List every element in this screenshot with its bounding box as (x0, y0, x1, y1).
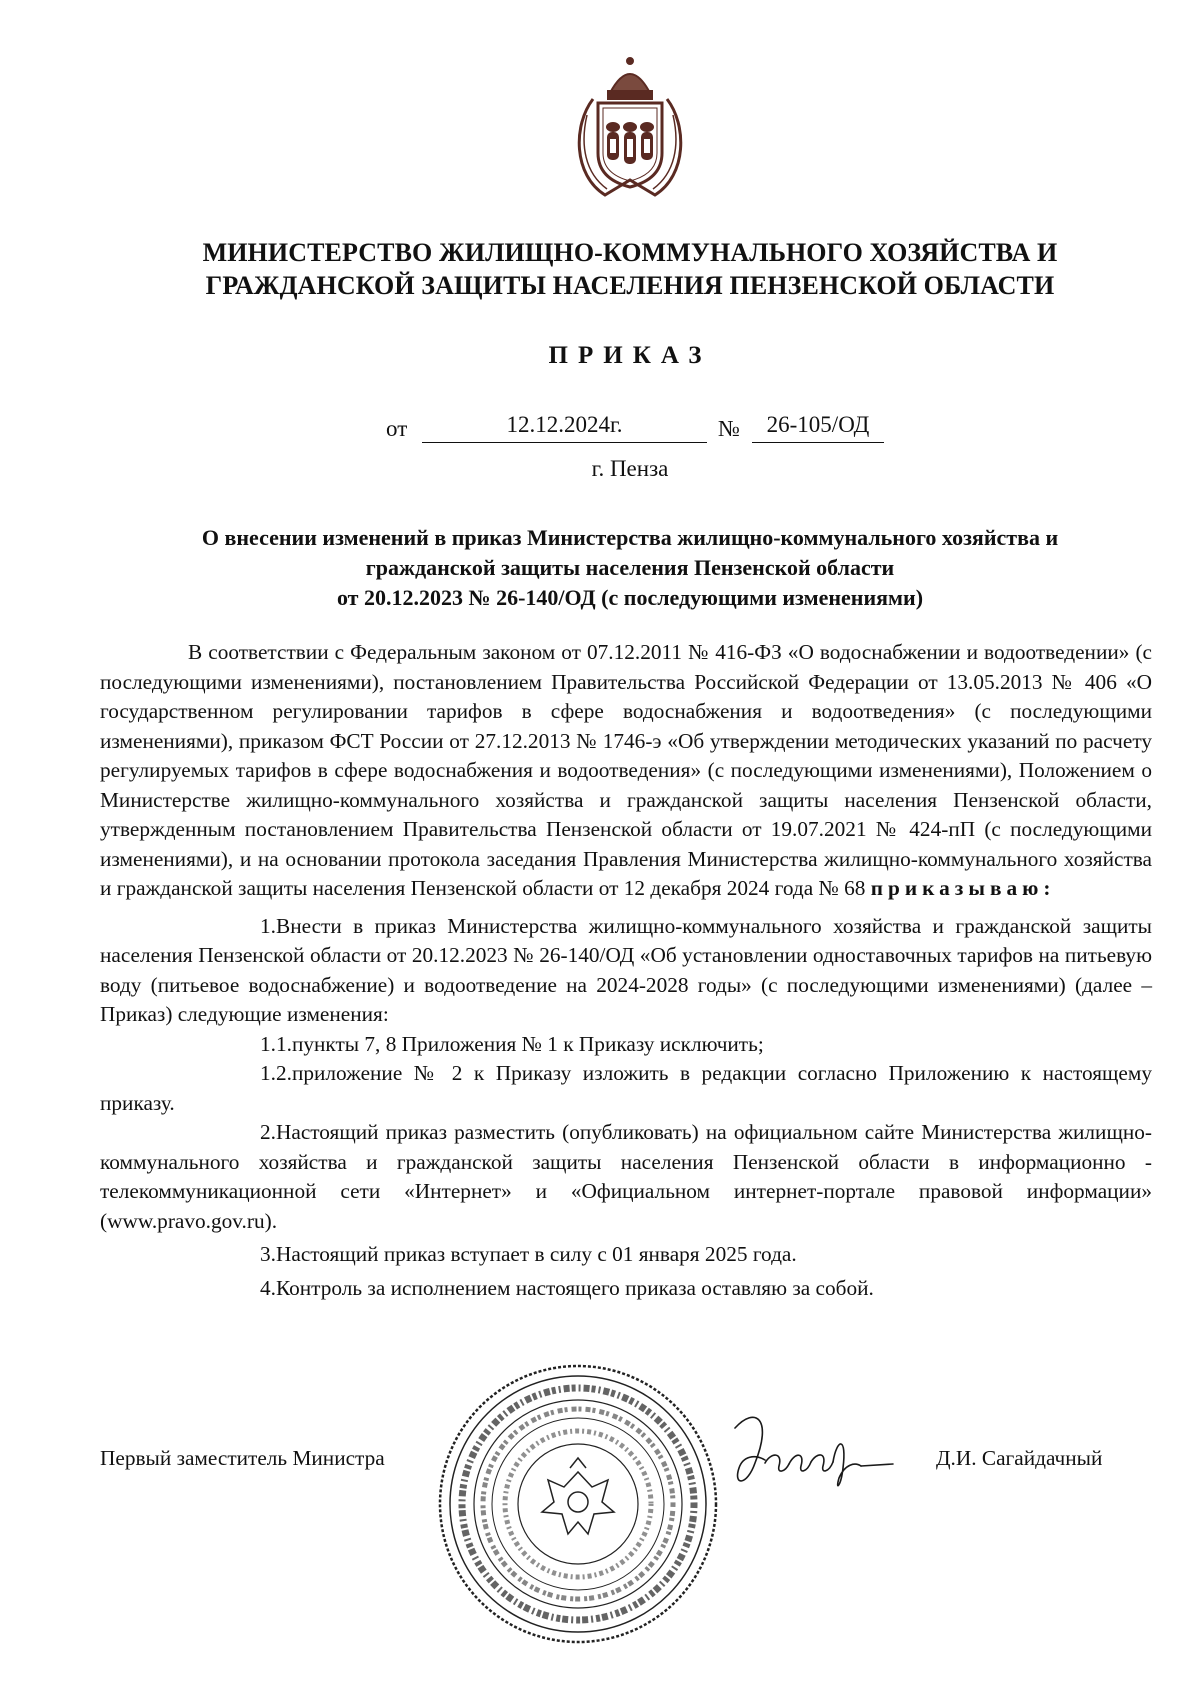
signatory-name: Д.И. Сагайдачный (936, 1446, 1103, 1470)
ministry-name-line1: МИНИСТЕРСТВО ЖИЛИЩНО-КОММУНАЛЬНОГО ХОЗЯЙСТВА И (202, 238, 1058, 267)
date-prefix: от (386, 416, 408, 441)
ministry-name-line2: ГРАЖДАНСКОЙ ЗАЩИТЫ НАСЕЛЕНИЯ ПЕНЗЕНСКОЙ ОБЛАСТИ (205, 271, 1055, 300)
number-prefix: № (718, 416, 740, 441)
item-text: Контроль за исполнением настоящего приказа оставляю за собой. (275, 1275, 874, 1300)
item-number: 4. (260, 1275, 276, 1300)
subject-line1: О внесении изменений в приказ Министерства жилищно-коммунального хозяйства и (201, 525, 1059, 550)
item-text: Внести в приказ Министерства жилищно-коммунального хозяйства и гражданской защиты населения Пензенской области от 20.12.2023 № 26-140/ОД «Об установлении одноставочных тарифов на питьевую воду (питьевое водоснабжение) и водоотведение на 2024-2028 годы» (с последующими изменениями) (далее – Приказ) следующие изменения: (100, 913, 1152, 1026)
item-text: пункты 7, 8 Приложения № 1 к Приказу исключить; (291, 1031, 764, 1056)
list-item (100, 1274, 1152, 1304)
subject-line3: от 20.12.2023 № 26-140/ОД (с последующими изменениями) (336, 585, 924, 610)
item-text: Настоящий приказ вступает в силу с 01 января 2025 года. (275, 1242, 797, 1266)
decree-word: приказываю: (870, 876, 1056, 900)
preamble (100, 638, 1152, 904)
coat-of-arms-icon (565, 55, 695, 205)
item-number: 1. (260, 913, 276, 938)
item-text: приложение № 2 к Приказу изложить в редакции согласно Приложению к настоящему приказу. (100, 1061, 1152, 1115)
item-number: 3. (260, 1242, 276, 1266)
list-item (100, 1059, 1152, 1118)
order-body (100, 638, 1152, 1303)
official-seal-icon (436, 1362, 721, 1647)
handwritten-signature-icon (725, 1408, 905, 1518)
order-subject (110, 523, 1150, 613)
order-title: ПРИКАЗ (548, 342, 712, 369)
order-date: 12.12.2024г. (422, 412, 707, 443)
ministry-name (80, 236, 1180, 302)
list-item (100, 1118, 1152, 1236)
list-item (100, 1030, 1152, 1060)
order-date-number-line (0, 412, 1200, 448)
signatory-position: Первый заместитель Министра (100, 1446, 385, 1470)
item-text: Настоящий приказ разместить (опубликовать) на официальном сайте Министерства жилищно-коммунального хозяйства и гражданской защиты населения Пензенской области в информационно - телекоммуникационной сети «Интернет» и «Официальном интернет-портале правовой информации» (www.pravo.gov.ru). (100, 1120, 1152, 1233)
item-number: 1.1. (260, 1031, 292, 1056)
preamble-text: В соответствии с Федеральным законом от 07.12.2011 № 416-ФЗ «О водоснабжении и водоотведении» (с последующими изменениями), постановлением Правительства Российской Федерации от 13.05.2013 № 406 «О государственном регулировании тарифов в сфере водоснабжения и водоотведения» (с последующими изменениями), приказом ФСТ России от 27.12.2013 № 1746-э «Об утверждении методических указаний по расчету регулируемых тарифов в сфере водоснабжения и водоотведения» (с последующими изменениями), Положением о Министерстве жилищно-коммунального хозяйства и гражданской защиты населения Пензенской области, утвержденным постановлением Правительства Пензенской области от 19.07.2021 № 424-пП (с последующими изменениями), и на основании протокола заседания Правления Министерства жилищно-коммунального хозяйства и гражданской защиты населения Пензенской области от 12 декабря 2024 года № 68 (100, 640, 1152, 900)
order-number: 26-105/ОД (752, 412, 884, 443)
item-number: 2. (260, 1120, 276, 1144)
subject-line2: гражданской защиты населения Пензенской области (365, 555, 895, 580)
item-number: 1.2. (260, 1061, 292, 1085)
city: г. Пенза (591, 456, 669, 481)
list-item (100, 912, 1152, 1030)
list-item (100, 1240, 1152, 1270)
